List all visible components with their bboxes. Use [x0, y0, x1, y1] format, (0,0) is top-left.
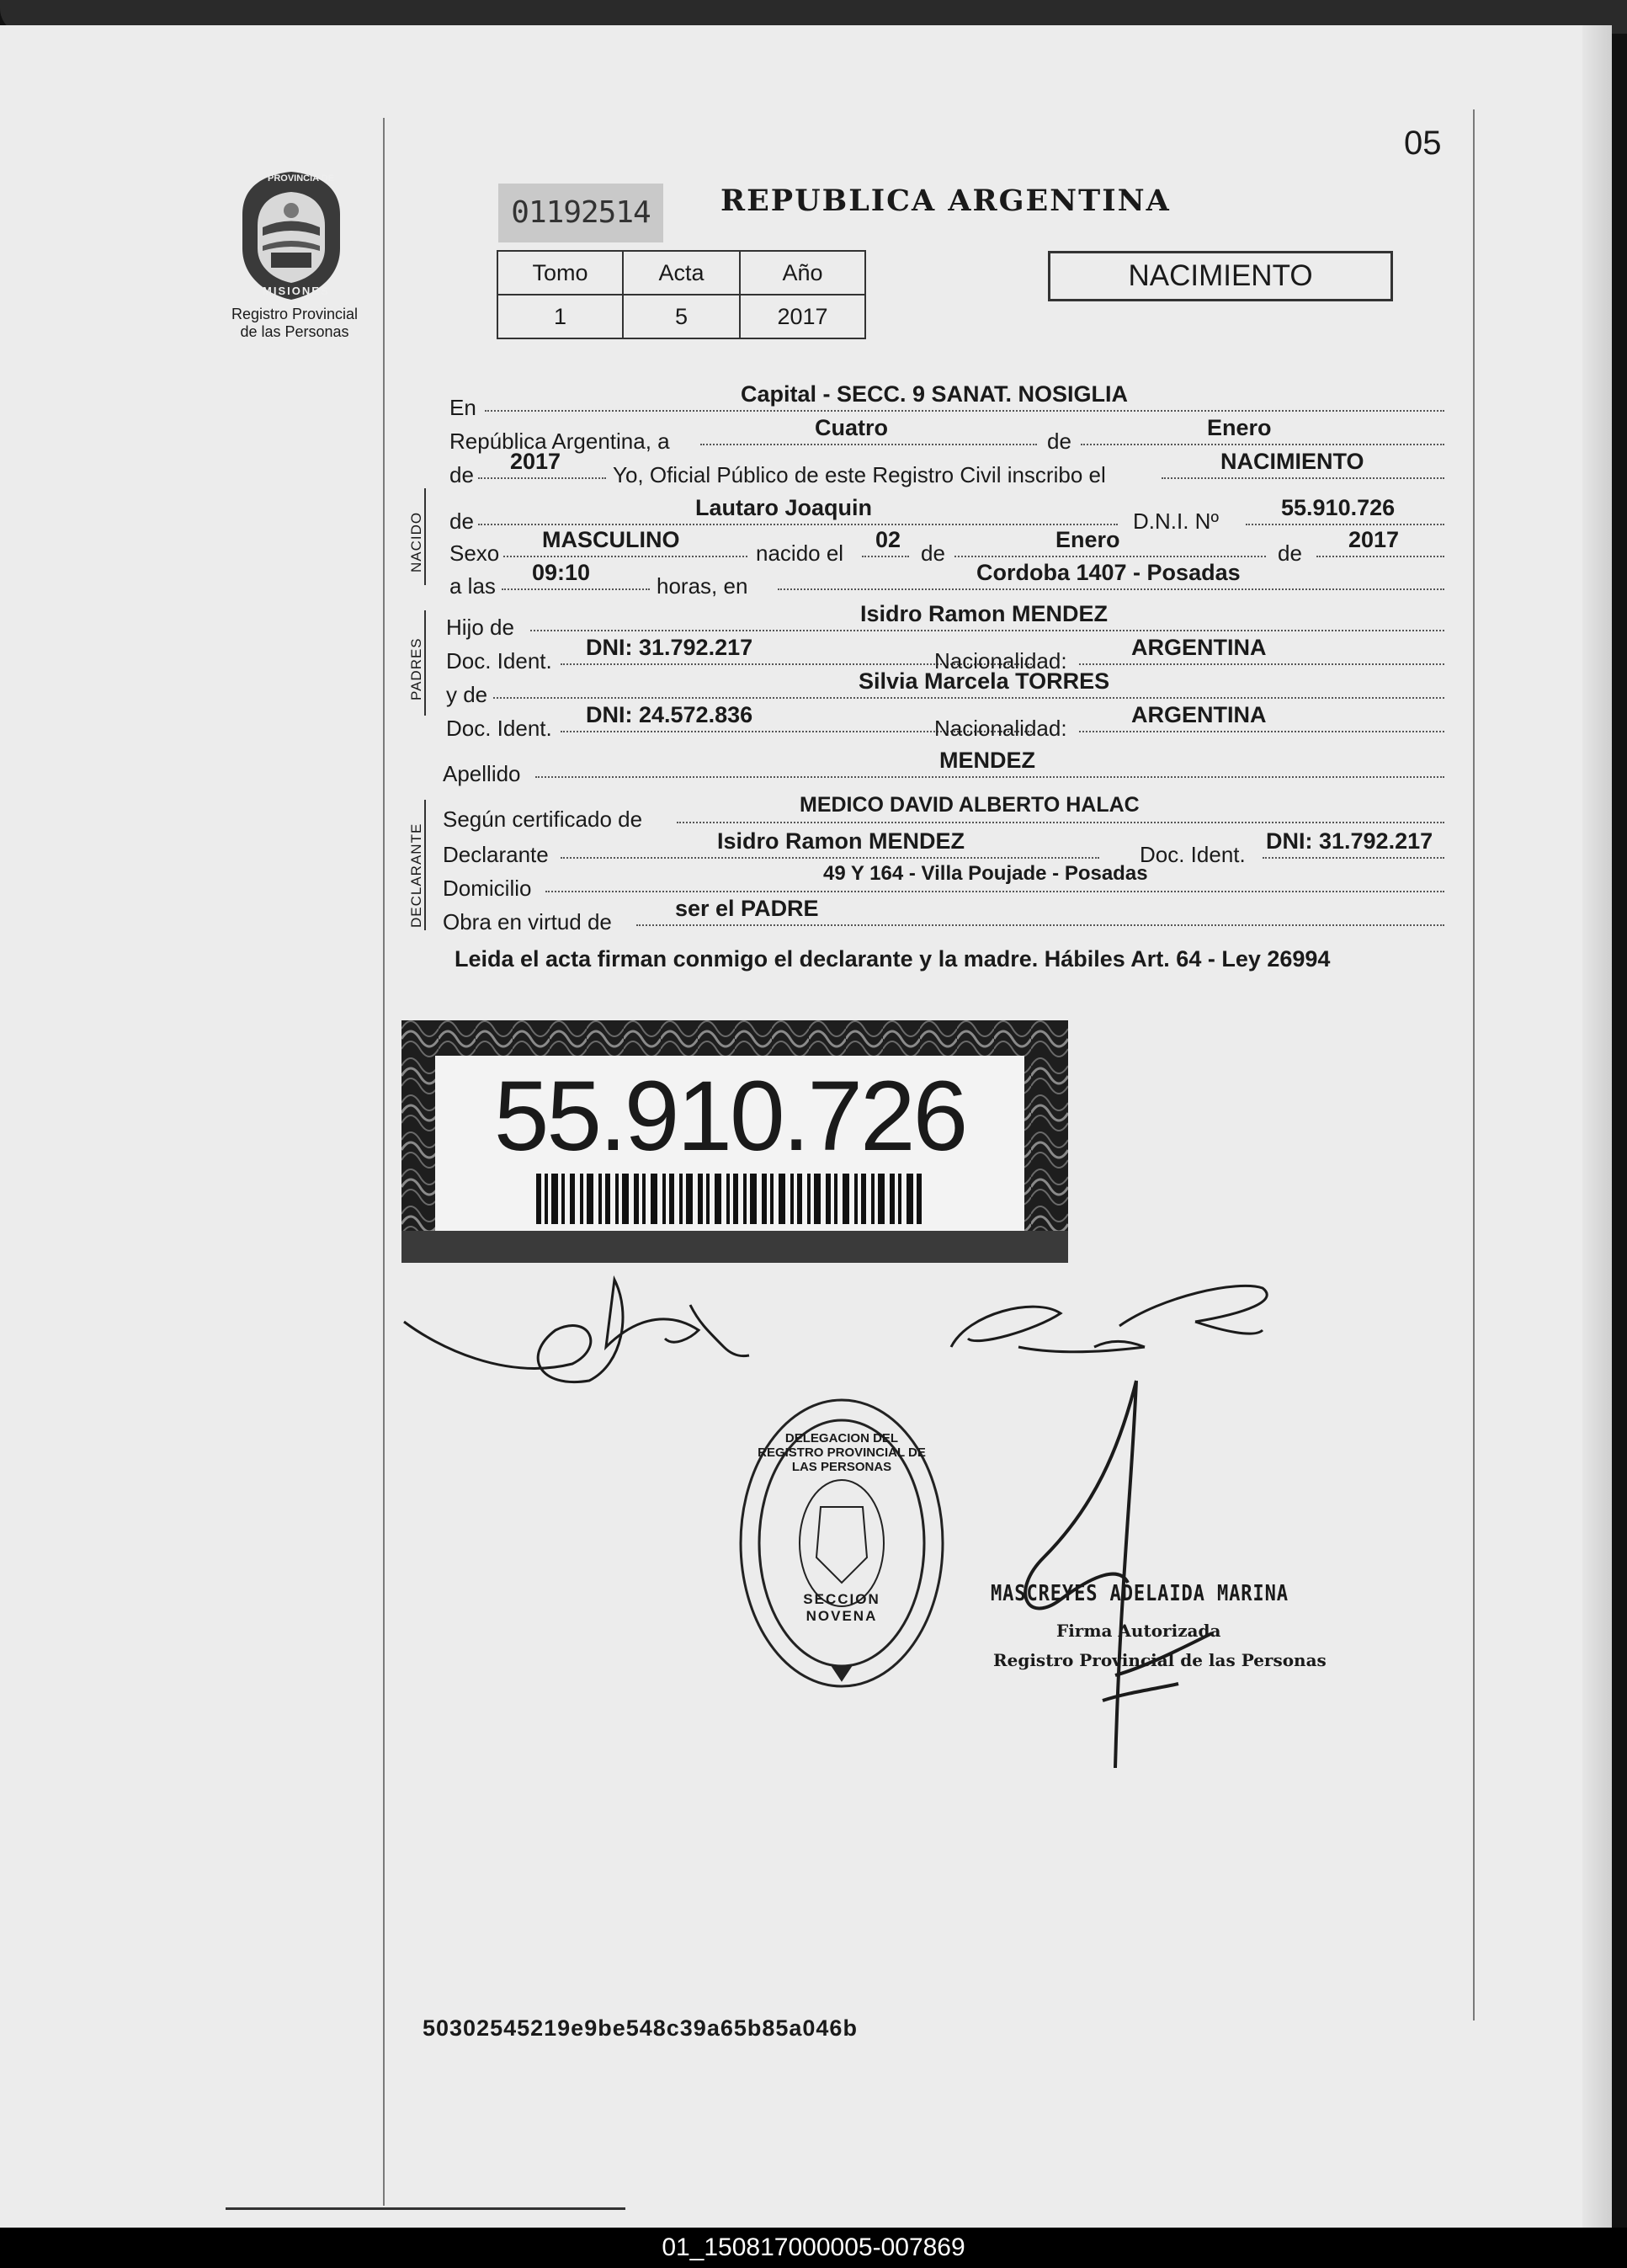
- dotted-line: [561, 855, 1099, 859]
- dotted-line: [1081, 442, 1444, 445]
- left-margin-line: [383, 118, 385, 2206]
- dotted-line: [478, 522, 1118, 525]
- dotted-line: [1079, 729, 1444, 732]
- dotted-line: [1079, 662, 1444, 665]
- bottom-rule: [226, 2207, 625, 2210]
- row-apellido: [443, 748, 1451, 786]
- dotted-line: [862, 554, 909, 557]
- registry-caption-line2: de las Personas: [240, 323, 349, 340]
- round-stamp-text: [736, 1414, 947, 1667]
- dotted-line: [1162, 476, 1444, 479]
- row-madre-doc: [446, 702, 1451, 741]
- official-stamp-role: Firma Autorizada: [1056, 1621, 1221, 1641]
- label-oficial: Yo, Oficial Público de este Registro Civil inscribo el: [613, 462, 1106, 487]
- registry-table-header: [497, 251, 865, 295]
- row-declarante: [443, 828, 1451, 867]
- label-certificado: Según certificado de: [443, 807, 643, 832]
- label-sexo: Sexo: [449, 540, 500, 566]
- dotted-line: [493, 695, 1444, 699]
- logo-text-top: PROVINCIA DE: [268, 173, 335, 184]
- label-declarante: Declarante: [443, 842, 549, 867]
- dotted-line: [502, 587, 650, 590]
- label-en: En: [449, 395, 476, 420]
- page-edge-shadow: [1582, 25, 1612, 2231]
- value-anio: 2017: [740, 295, 865, 338]
- row-oficial: [449, 449, 1451, 487]
- row-domicilio: [443, 862, 1451, 901]
- value-year: 2017: [510, 449, 561, 474]
- dotted-line: [778, 587, 1444, 590]
- side-label-nacido: NACIDO: [408, 511, 424, 572]
- label-domicilio: Domicilio: [443, 876, 532, 901]
- label-a-las: a las: [449, 573, 496, 599]
- label-de-name: de: [449, 508, 474, 534]
- row-sexo: [449, 527, 1451, 566]
- file-identifier-bar: 01_150817000005-007869: [0, 2228, 1627, 2268]
- dni-barcode-sticker: [401, 1020, 1068, 1263]
- serial-number: 01192514: [498, 184, 663, 242]
- dotted-line: [677, 820, 1444, 823]
- value-month: Enero: [1207, 415, 1272, 440]
- label-y-de: y de: [446, 682, 488, 707]
- value-record-type: NACIMIENTO: [1220, 449, 1364, 474]
- label-obra: Obra en virtud de: [443, 909, 612, 934]
- dotted-line: [700, 442, 1037, 445]
- value-birth-year: 2017: [1348, 527, 1400, 552]
- row-en: [449, 381, 1451, 420]
- value-place: Capital - SECC. 9 SANAT. NOSIGLIA: [741, 381, 1129, 407]
- side-line-nacido: [424, 488, 426, 585]
- value-declarant-dni: DNI: 31.792.217: [1266, 828, 1433, 854]
- value-father-nationality: ARGENTINA: [1131, 635, 1267, 660]
- value-child-dni: 55.910.726: [1281, 495, 1396, 520]
- label-horas-en: horas, en: [657, 573, 748, 599]
- misiones-coat-of-arms: [234, 168, 348, 303]
- label-de-birth1: de: [921, 540, 945, 566]
- value-father-dni: DNI: 31.792.217: [586, 635, 753, 660]
- label-de-year: de: [449, 462, 474, 487]
- dotted-line: [954, 554, 1266, 557]
- value-in-virtue-of: ser el PADRE: [675, 896, 819, 921]
- dotted-line: [530, 628, 1444, 631]
- label-apellido: Apellido: [443, 761, 521, 786]
- round-stamp-inner-text: SECCION NOVENA: [803, 1591, 880, 1624]
- right-margin-line: [1473, 109, 1475, 2020]
- dotted-line: [545, 889, 1444, 892]
- label-doc-ident: Doc. Ident.: [446, 716, 552, 741]
- header-tomo: Tomo: [497, 251, 623, 295]
- row-madre: [446, 668, 1451, 707]
- value-child-name: Lautaro Joaquin: [695, 495, 873, 520]
- value-birth-place: Cordoba 1407 - Posadas: [976, 560, 1241, 585]
- row-certificado: [443, 793, 1451, 832]
- value-birth-day: 02: [875, 527, 901, 552]
- dotted-line: [636, 923, 1444, 926]
- dotted-line: [1246, 522, 1444, 525]
- side-line-padres: [424, 610, 426, 716]
- value-certificate: MEDICO DAVID ALBERTO HALAC: [800, 793, 1140, 817]
- dotted-line: [1263, 855, 1444, 859]
- side-label-padres: PADRES: [408, 637, 424, 700]
- label-nacionalidad: Nacionalidad:: [934, 716, 1067, 741]
- label-doc-ident: Doc. Ident.: [1140, 842, 1246, 867]
- header-acta: Acta: [623, 251, 740, 295]
- logo-text-bottom: MISIONES: [263, 285, 330, 297]
- header-anio: Año: [740, 251, 865, 295]
- barcode-number: 55.910.726: [493, 1061, 966, 1172]
- side-label-declarante: DECLARANTE: [408, 823, 424, 928]
- registry-caption-line1: Registro Provincial: [231, 306, 359, 322]
- official-stamp-office: Registro Provincial de las Personas: [993, 1650, 1327, 1670]
- dotted-line: [485, 408, 1444, 412]
- label-dni: D.N.I. Nº: [1133, 508, 1219, 534]
- value-day: Cuatro: [815, 415, 888, 440]
- label-de-birth2: de: [1278, 540, 1302, 566]
- label-hijo-de: Hijo de: [446, 615, 514, 640]
- label-doc-ident: Doc. Ident.: [446, 648, 552, 673]
- value-address: 49 Y 164 - Villa Poujade - Posadas: [823, 862, 1148, 885]
- coat-of-arms-icon: [234, 168, 348, 303]
- value-mother-nationality: ARGENTINA: [1131, 702, 1267, 727]
- value-birth-month: Enero: [1055, 527, 1120, 552]
- dotted-line: [503, 554, 747, 557]
- value-father-name: Isidro Ramon MENDEZ: [860, 601, 1109, 626]
- value-tomo: 1: [497, 295, 623, 338]
- value-sex: MASCULINO: [542, 527, 680, 552]
- label-de: de: [1047, 429, 1071, 454]
- label-nacido-el: nacido el: [756, 540, 844, 566]
- value-surname: MENDEZ: [939, 748, 1035, 773]
- value-acta: 5: [623, 295, 740, 338]
- record-type-box: NACIMIENTO: [1048, 251, 1393, 301]
- value-mother-dni: DNI: 24.572.836: [586, 702, 753, 727]
- registry-table-values: [497, 295, 865, 338]
- barcode-bars-icon: [536, 1174, 923, 1224]
- dotted-line: [1316, 554, 1444, 557]
- row-obra: [443, 896, 1451, 934]
- round-stamp-outer-text: DELEGACION DEL REGISTRO PROVINCIAL DE LAS PERSONAS: [758, 1431, 926, 1474]
- official-stamp-name: MASCREYES ADELAIDA MARINA: [991, 1581, 1289, 1606]
- label-republica: República Argentina, a: [449, 429, 670, 454]
- closing-statement: Leida el acta firman conmigo el declarante y la madre. Hábiles Art. 64 - Ley 26994: [455, 946, 1331, 972]
- document-hash: 50302545219e9be548c39a65b85a046b: [423, 2015, 858, 2041]
- document-title: REPUBLICA ARGENTINA: [720, 184, 1171, 218]
- dotted-line: [535, 775, 1444, 778]
- row-hora: [449, 560, 1451, 599]
- row-nombre: [449, 495, 1451, 534]
- dotted-line: [478, 476, 606, 479]
- row-republica: [449, 415, 1451, 454]
- value-declarant-name: Isidro Ramon MENDEZ: [717, 828, 965, 854]
- side-line-declarante: [424, 800, 426, 930]
- label-nacionalidad: Nacionalidad:: [934, 648, 1067, 673]
- value-mother-name: Silvia Marcela TORRES: [859, 668, 1110, 694]
- registry-caption: [210, 306, 379, 341]
- value-hour: 09:10: [532, 560, 591, 585]
- registry-table: [497, 250, 866, 339]
- row-padre: [446, 601, 1451, 640]
- page-number: 05: [1404, 125, 1442, 162]
- row-padre-doc: [446, 635, 1451, 673]
- barcode-label: [435, 1056, 1024, 1231]
